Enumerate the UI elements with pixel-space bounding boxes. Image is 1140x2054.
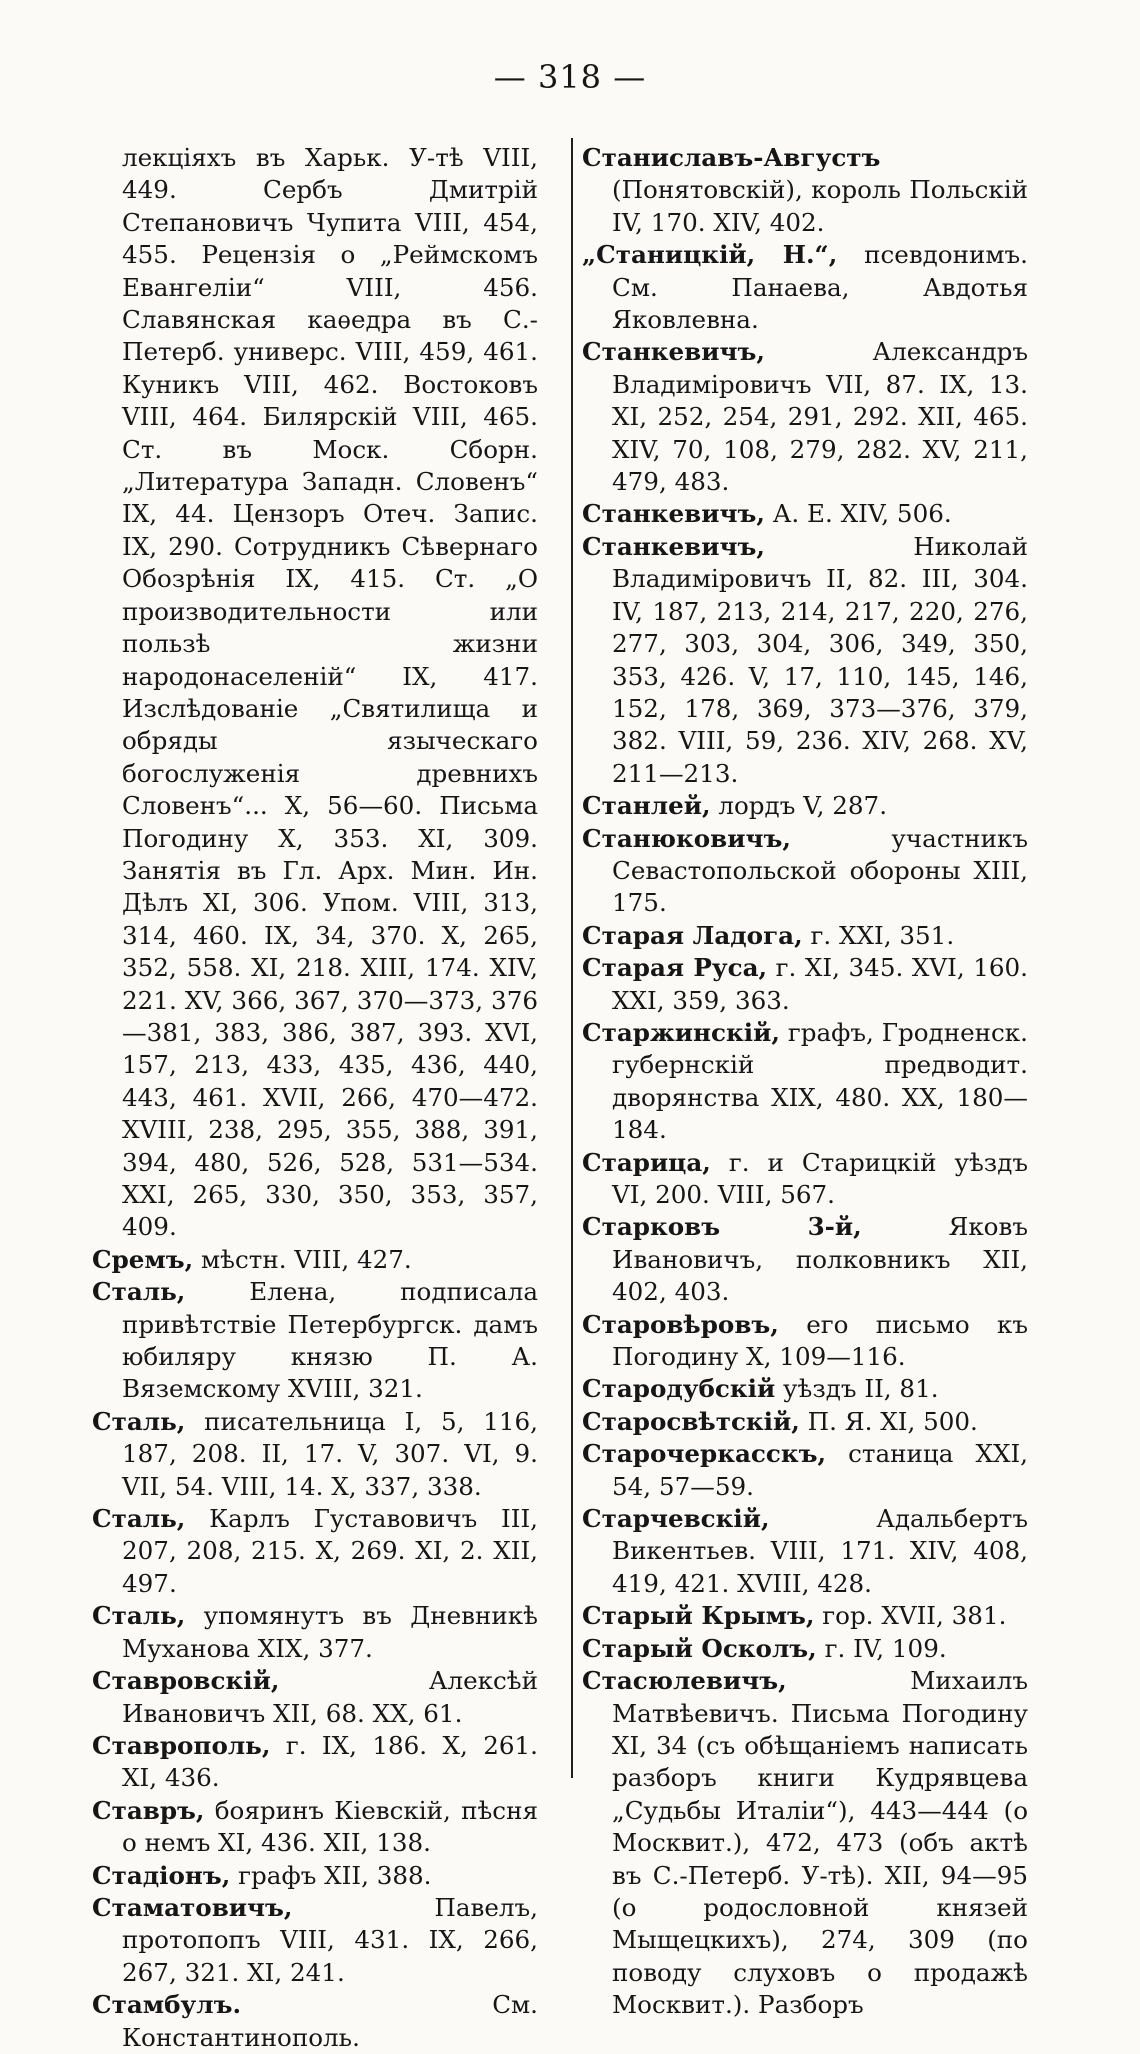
- entry-headword: Старовѣровъ,: [582, 1309, 779, 1339]
- entry-headword: Ставровскій,: [92, 1666, 280, 1696]
- entry-headword: Стамбулъ.: [92, 1990, 242, 2020]
- index-entry: [582, 1665, 1028, 2021]
- entry-headword: Сталь,: [92, 1277, 186, 1307]
- entry-text: писательница I, 5, 116, 187, 208. II, 17. V, 307. VI, 9. VII, 54. VIII, 14. X, 337, 338.: [122, 1406, 538, 1501]
- entry-headword: Стасюлевичъ,: [582, 1666, 787, 1696]
- entry-headword: Сталь,: [92, 1504, 186, 1534]
- entry-text: (Понятовскій), король Польскій IV, 170. XIV, 402.: [612, 175, 1028, 237]
- index-entry: [582, 1147, 1028, 1212]
- entry-headword: Станкевичъ,: [582, 337, 765, 367]
- index-entry: [92, 1665, 538, 1730]
- entry-headword: Сталь,: [92, 1406, 186, 1436]
- entry-text: бояринъ Кіевскій, пѣсня о немъ XI, 436. XII, 138.: [122, 1795, 538, 1858]
- entry-text: г. XXI, 351.: [810, 920, 955, 950]
- entry-headword: „Станицкій, Н.“,: [582, 240, 838, 270]
- index-entry: [582, 1406, 1028, 1438]
- entry-headword: Ставрополь,: [92, 1730, 271, 1760]
- entry-text: графъ XII, 388.: [238, 1860, 432, 1890]
- entry-headword: Старый Осколъ,: [582, 1633, 817, 1663]
- entry-text: См. Константинополь.: [122, 1990, 538, 2052]
- index-entry: [92, 1503, 538, 1600]
- entry-text: г. и Старицкій уѣздъ VI, 200. VIII, 567.: [612, 1147, 1028, 1209]
- entry-headword: Сремъ,: [92, 1244, 194, 1274]
- index-entry: [582, 142, 1028, 239]
- entry-headword: Старый Крымъ,: [582, 1601, 815, 1631]
- entry-text: лордъ V, 287.: [718, 791, 888, 821]
- entry-text: Карлъ Густавовичъ III, 207, 208, 215. X, 269. XI, 2. XII, 497.: [122, 1504, 538, 1598]
- entry-headword: Станюковичъ,: [582, 823, 791, 853]
- index-entry: [582, 1600, 1028, 1632]
- entry-headword: Станлей,: [582, 791, 711, 821]
- entry-headword: Старая Ладога,: [582, 920, 803, 950]
- entry-text: г. IX, 186. X, 261. XI, 436.: [122, 1730, 538, 1793]
- page-number: — 318 —: [493, 58, 647, 96]
- index-entry: [582, 952, 1028, 1017]
- column-divider: [571, 138, 573, 1778]
- entry-text: псевдонимъ. См. Панаева, Авдотья Яковлевна.: [612, 240, 1028, 335]
- entry-text: Елена, подписала привѣтствіе Петербургск. дамъ юбиляру князю П. А. Вяземскому XVIII, 321.: [122, 1277, 538, 1404]
- index-entry: [582, 790, 1028, 822]
- index-entry: [92, 1276, 538, 1406]
- entry-text: А. Е. XIV, 506.: [772, 499, 952, 529]
- entry-headword: Станкевичъ,: [582, 531, 765, 561]
- index-entry: [582, 1211, 1028, 1308]
- entry-headword: Старая Руса,: [582, 953, 768, 983]
- entry-text: г. XI, 345. XVI, 160. XXI, 359, 363.: [612, 953, 1028, 1015]
- index-entry: [582, 1503, 1028, 1600]
- index-entry: [582, 1017, 1028, 1147]
- index-entry: [92, 142, 538, 1244]
- entry-headword: Станкевичъ,: [582, 499, 765, 529]
- entry-text: его письмо къ Погодину X, 109—116.: [612, 1309, 1028, 1372]
- entry-text: Михаилъ Матвѣевичъ. Письма Погодину XI, 34 (съ обѣщаніемъ написать разборъ книги Кудрявцева „Судьбы Италіи“), 443—444 (о Москвит.), 472, 473 (объ актѣ въ С.-Петерб. У-тѣ). XII, 94—95 (о родословной князей Мыщецкихъ), 274, 309 (по поводу слуховъ о продажѣ Москвит.). Разборъ: [612, 1666, 1028, 2020]
- index-entry: [92, 1989, 538, 2054]
- index-entry: [92, 1406, 538, 1503]
- entry-text: графъ, Гродненск. губернскій предводит. дворянства XIX, 480. XX, 180—184.: [612, 1017, 1028, 1145]
- left-column: [92, 142, 538, 2054]
- index-entry: [582, 531, 1028, 790]
- index-entry: [582, 920, 1028, 952]
- index-entry: [582, 336, 1028, 498]
- entry-headword: Сталь,: [92, 1601, 186, 1631]
- index-entry: [582, 1633, 1028, 1665]
- entry-text: Адальбертъ Викентьев. VIII, 171. XIV, 408, 419, 421. XVIII, 428.: [612, 1504, 1028, 1598]
- entry-headword: Старковъ 3-й,: [582, 1212, 862, 1242]
- entry-headword: Старочеркасскъ,: [582, 1439, 827, 1469]
- entry-text: Николай Владиміровичъ II, 82. III, 304. IV, 187, 213, 214, 217, 220, 276, 277, 303, 304, 306, 349, 350, 353, 426. V, 17, 110, 145, 146, 152, 178, 369, 373—376, 379, 382. VIII, 59, 236. XIV, 268. XV, 211—213.: [612, 531, 1028, 788]
- entry-headword: Ставръ,: [92, 1795, 205, 1825]
- entry-headword: Старосвѣтскій,: [582, 1406, 800, 1436]
- index-entry: [92, 1244, 538, 1276]
- entry-text: г. IV, 109.: [824, 1633, 947, 1663]
- index-entry: [92, 1860, 538, 1892]
- entry-headword: Старжинскій,: [582, 1017, 780, 1047]
- entry-text: упомянутъ въ Дневникѣ Муханова XIX, 377.: [122, 1601, 538, 1663]
- entry-text: мѣстн. VIII, 427.: [201, 1244, 412, 1274]
- entry-text: гор. XVII, 381.: [822, 1601, 1007, 1631]
- entry-headword: Старица,: [582, 1147, 711, 1177]
- index-entry: [582, 498, 1028, 530]
- index-entry: [582, 1309, 1028, 1374]
- index-entry: [92, 1730, 538, 1795]
- entry-text: Павелъ, протопопъ VIII, 431. IX, 266, 267, 321. XI, 241.: [122, 1892, 538, 1987]
- entry-text: станица XXI, 54, 57—59.: [612, 1439, 1028, 1501]
- index-entry: [582, 1373, 1028, 1405]
- entry-text: уѣздъ II, 81.: [783, 1374, 939, 1404]
- right-column: [582, 142, 1028, 2022]
- entry-text: участникъ Севастопольской обороны XIII, 175.: [612, 823, 1028, 918]
- entry-headword: Старчевскій,: [582, 1504, 770, 1534]
- index-entry: [92, 1600, 538, 1665]
- entry-text: Яковъ Ивановичъ, полковникъ XII, 402, 403.: [612, 1212, 1028, 1307]
- entry-text: лекціяхъ въ Харьк. У-тѣ VIII, 449. Сербъ Дмитрій Степановичъ Чупита VIII, 454, 455. Рецензія о „Реймскомъ Евангеліи“ VIII, 456. Славянская каѳедра въ С.-Петерб. универс. VIII, 459, 461. Куникъ VIII, 462. Востоковъ VIII, 464. Билярскій VIII, 465. Ст. въ Моск. Сборн. „Литература Западн. Словенъ“ IX, 44. Цензоръ Отеч. Запис. IX, 290. Сотрудникъ Сѣвернаго Обозрѣнія IX, 415. Ст. „О производительности или пользѣ жизни народонаселеній“ IX, 417. Изслѣдованіе „Святилища и обряды языческаго богослуженія древнихъ Словенъ“... X, 56—60. Письма Погодину X, 353. XI, 309. Занятія въ Гл. Арх. Мин. Ин. Дѣлъ XI, 306. Упом. VIII, 313, 314, 460. IX, 34, 370. X, 265, 352, 558. XI, 218. XIII, 174. XIV, 221. XV, 366, 367, 370—373, 376—381, 383, 386, 387, 393. XVI, 157, 213, 433, 435, 436, 440, 443, 461. XVII, 266, 470—472. XVIII, 238, 295, 355, 388, 391, 394, 480, 526, 528, 531—534. XXI, 265, 330, 350, 353, 357, 409.: [122, 143, 538, 1242]
- index-entry: [92, 1795, 538, 1860]
- entry-text: Александръ Владиміровичъ VII, 87. IX, 13. XI, 252, 254, 291, 292. XII, 465. XIV, 70, 108, 279, 282. XV, 211, 479, 483.: [612, 337, 1028, 497]
- index-entry: [92, 1892, 538, 1989]
- entry-text: Алексѣй Ивановичъ XII, 68. XX, 61.: [122, 1666, 538, 1728]
- index-entry: [582, 823, 1028, 920]
- index-entry: [582, 1438, 1028, 1503]
- entry-headword: Стаматовичъ,: [92, 1892, 293, 1922]
- index-entry: [582, 239, 1028, 336]
- entry-headword: Станиславъ-Августъ: [582, 143, 881, 172]
- entry-text: П. Я. XI, 500.: [807, 1406, 978, 1436]
- entry-headword: Стародубскій: [582, 1374, 776, 1404]
- entry-headword: Стадіонъ,: [92, 1860, 231, 1890]
